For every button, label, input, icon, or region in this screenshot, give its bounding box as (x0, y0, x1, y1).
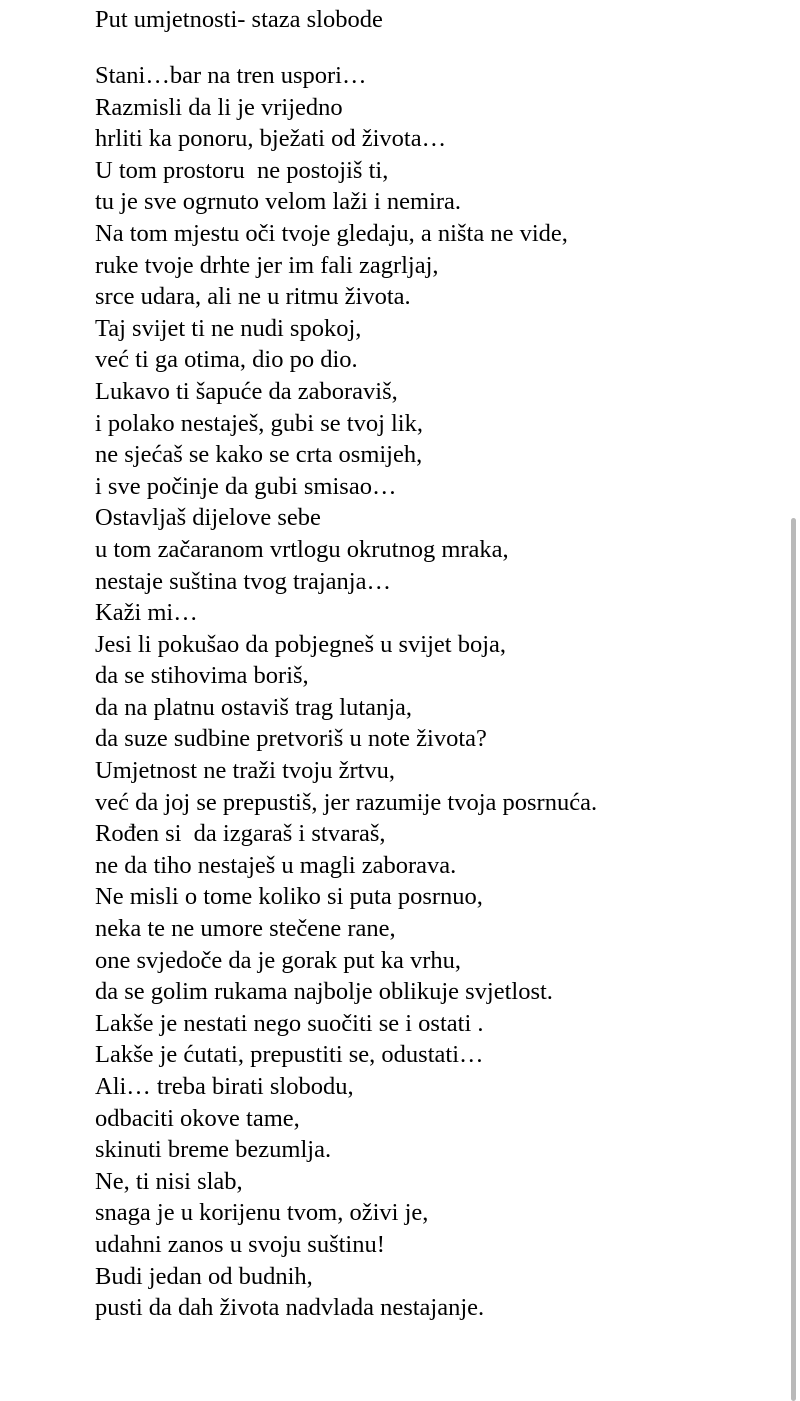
poem-line: Ne misli o tome koliko si puta posrnuo, (95, 883, 483, 911)
poem-line: skinuti breme bezumlja. (95, 1136, 332, 1164)
poem-line: da se golim rukama najbolje oblikuje svjetlost. (95, 978, 553, 1006)
poem-line: da suze sudbine pretvoriš u note života? (95, 725, 487, 753)
poem-line: Ostavljaš dijelove sebe (95, 504, 321, 532)
poem-line: već ti ga otima, dio po dio. (95, 346, 358, 374)
poem-line: Kaži mi… (95, 599, 198, 627)
poem-line: da se stihovima boriš, (95, 662, 309, 690)
poem-line: Rođen si da izgaraš i stvaraš, (95, 820, 386, 848)
poem-line: Budi jedan od budnih, (95, 1262, 313, 1290)
poem-line: pusti da dah života nadvlada nestajanje. (95, 1294, 485, 1322)
poem-line: i sve počinje da gubi smisao… (95, 472, 397, 500)
poem-line: udahni zanos u svoju suštinu! (95, 1230, 385, 1258)
poem-line: Ne, ti nisi slab, (95, 1167, 243, 1195)
poem-line: da na platnu ostaviš trag lutanja, (95, 693, 413, 721)
poem-line: Lakše je ćutati, prepustiti se, odustati… (95, 1041, 484, 1069)
poem-line: nestaje suština tvog trajanja… (95, 567, 391, 595)
poem-line: ruke tvoje drhte jer im fali zagrljaj, (95, 251, 439, 279)
poem-line: U tom prostoru ne postojiš ti, (95, 156, 389, 184)
poem-line: Jesi li pokušao da pobjegneš u svijet boja, (95, 630, 506, 658)
poem-line: Razmisli da li je vrijedno (95, 93, 343, 121)
poem-line: Na tom mjestu oči tvoje gledaju, a ništa ne vide, (95, 219, 568, 247)
poem-title: Put umjetnosti- staza slobode (95, 6, 383, 33)
poem-line: one svjedoče da je gorak put ka vrhu, (95, 946, 462, 974)
poem-line: tu je sve ogrnuto velom laži i nemira. (95, 188, 462, 216)
poem-line: srce udara, ali ne u ritmu života. (95, 283, 411, 311)
scrollbar-thumb[interactable] (791, 518, 796, 1401)
poem-line: Ali… treba birati slobodu, (95, 1073, 354, 1100)
poem-line: ne da tiho nestaješ u magli zaborava. (95, 851, 457, 879)
poem-body (95, 60, 597, 1324)
scrollbar[interactable] (788, 0, 800, 1401)
poem-line: hrliti ka ponoru, bježati od života… (95, 125, 447, 153)
poem-line: u tom začaranom vrtlogu okrutnog mraka, (95, 535, 509, 563)
poem-line: Lakše je nestati nego suočiti se i ostati . (95, 1009, 484, 1037)
poem-line: ne sjećaš se kako se crta osmijeh, (95, 441, 423, 469)
poem-line: odbaciti okove tame, (95, 1104, 300, 1132)
poem-line: Lukavo ti šapuće da zaboraviš, (95, 377, 398, 405)
poem-line: već da joj se prepustiš, jer razumije tvoja posrnuća. (95, 788, 598, 816)
poem-line: Umjetnost ne traži tvoju žrtvu, (95, 757, 396, 785)
poem-line: snaga je u korijenu tvom, oživi je, (95, 1199, 429, 1227)
poem-line: neka te ne umore stečene rane, (95, 915, 396, 943)
poem-line: i polako nestaješ, gubi se tvoj lik, (95, 409, 423, 437)
poem-line: Stani…bar na tren uspori… (95, 62, 367, 89)
poem-line: Taj svijet ti ne nudi spokoj, (95, 314, 362, 342)
